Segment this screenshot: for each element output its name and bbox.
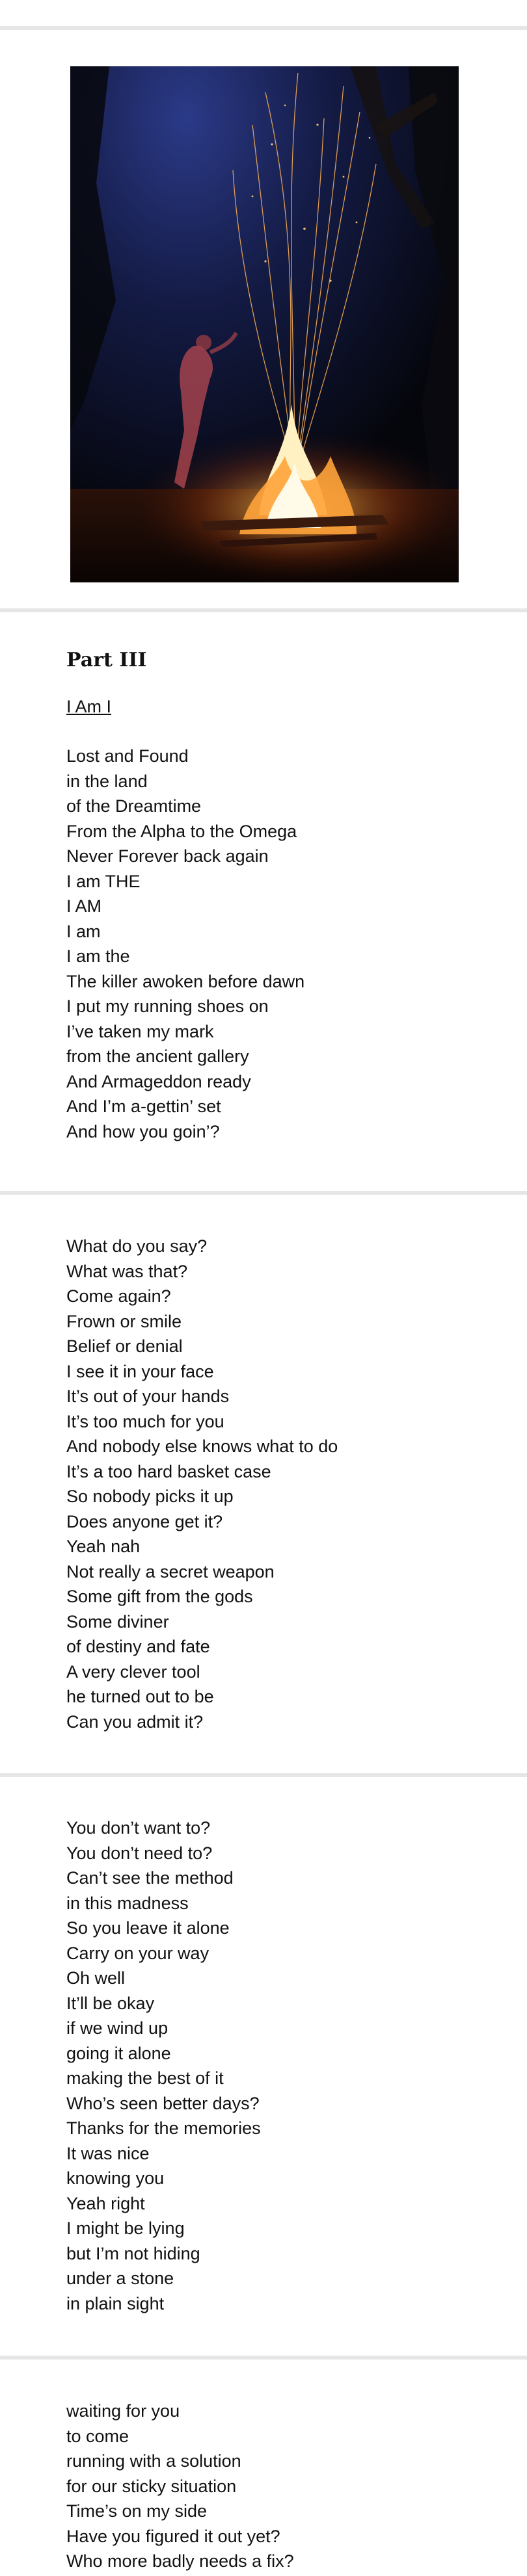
poem-line: to come	[66, 2426, 129, 2446]
divider-after-stanza-2	[0, 1773, 527, 1777]
stanza-2	[66, 1234, 457, 1734]
poem-line: Some diviner	[66, 1611, 169, 1632]
poem-line: Come again?	[66, 1286, 171, 1306]
poem-line: I am the	[66, 946, 130, 966]
bonfire-photo	[70, 66, 459, 582]
poem-line: From the Alpha to the Omega	[66, 821, 297, 841]
top-divider	[0, 26, 527, 30]
poem-line: Can’t see the method	[66, 1868, 234, 1888]
poem-title: I Am I	[66, 697, 112, 716]
divider-after-photo	[0, 608, 527, 612]
poem-line: waiting for you	[66, 2401, 180, 2421]
poem-line: So nobody picks it up	[66, 1487, 234, 1506]
poem-line: I AM	[66, 896, 102, 916]
poem-line: You don’t want to?	[66, 1818, 211, 1838]
poem-line: It’s a too hard basket case	[66, 1461, 271, 1481]
poem-line: Time’s on my side	[66, 2501, 208, 2521]
stanza-3-section	[66, 1815, 457, 2316]
poem-line: The killer awoken before dawn	[66, 971, 305, 991]
poem-line: Does anyone get it?	[66, 1511, 223, 1531]
poem-line: What was that?	[66, 1261, 188, 1281]
stanza-2-section	[66, 1234, 457, 1734]
poem-line: It was nice	[66, 2143, 150, 2163]
stanza-4-section	[66, 2399, 457, 2574]
poem-line: A very clever tool	[66, 1661, 200, 1682]
poem-line: And nobody else knows what to do	[66, 1437, 338, 1456]
poem-line: What do you say?	[66, 1236, 208, 1256]
part-title: Part III	[66, 649, 147, 671]
poem-line: of the Dreamtime	[66, 796, 202, 816]
poem-line: Thanks for the memories	[66, 2118, 261, 2138]
divider-after-stanza-1	[0, 1191, 527, 1195]
poem-line: running with a solution	[66, 2451, 241, 2471]
part-three-section	[66, 647, 457, 1144]
bonfire-image	[70, 66, 459, 582]
poem-line: I put my running shoes on	[66, 996, 269, 1016]
poem-line: in the land	[66, 771, 148, 791]
poem-line: It’s out of your hands	[66, 1386, 230, 1406]
poem-line: Lost and Found	[66, 746, 189, 766]
poem-line: Some gift from the gods	[66, 1587, 253, 1606]
poem-line: in plain sight	[66, 2293, 165, 2313]
poem-line: It’s too much for you	[66, 1411, 224, 1431]
poem-line: Yeah right	[66, 2193, 145, 2213]
poem-line: of destiny and fate	[66, 1637, 210, 1656]
poem-line: Carry on your way	[66, 1943, 209, 1963]
poem-line: And Armageddon ready	[66, 1071, 251, 1091]
poem-line: going it alone	[66, 2043, 171, 2063]
poem-line: from the ancient gallery	[66, 1047, 249, 1066]
poem-line: for our sticky situation	[66, 2476, 237, 2496]
poem-line: I am	[66, 921, 101, 941]
poem-line: he turned out to be	[66, 1687, 214, 1706]
poem-line: Oh well	[66, 1968, 126, 1988]
stanza-3	[66, 1815, 457, 2316]
poem-line: if we wind up	[66, 2018, 169, 2038]
poem-line: And how you goin’?	[66, 1121, 220, 1141]
poem-line: Who more badly needs a fix?	[66, 2551, 294, 2571]
poem-line: I am THE	[66, 871, 141, 891]
poem-line: Never Forever back again	[66, 846, 269, 866]
poem-line: And I’m a-gettin’ set	[66, 1097, 221, 1116]
poem-line: So you leave it alone	[66, 1918, 230, 1938]
poem-line: It’ll be okay	[66, 1993, 155, 2013]
poem-line: making the best of it	[66, 2068, 224, 2088]
poem-line: Belief or denial	[66, 1336, 183, 1356]
poem-line: in this madness	[66, 1893, 189, 1913]
stanza-4	[66, 2399, 457, 2574]
poem-line: Have you figured it out yet?	[66, 2526, 280, 2546]
poem-line: knowing you	[66, 2168, 165, 2188]
poem-line: I might be lying	[66, 2218, 185, 2238]
poem-line: I see it in your face	[66, 1361, 214, 1381]
poem-line: but I’m not hiding	[66, 2243, 200, 2263]
divider-after-stanza-3	[0, 2356, 527, 2360]
poem-line: Frown or smile	[66, 1311, 182, 1331]
stanza-1	[66, 744, 457, 1144]
poem-line: under a stone	[66, 2269, 174, 2288]
poem-line: Who’s seen better days?	[66, 2093, 260, 2113]
poem-line: Can you admit it?	[66, 1711, 204, 1732]
poem-line: I’ve taken my mark	[66, 1021, 214, 1041]
poem-line: Yeah nah	[66, 1537, 141, 1556]
poem-line: Not really a secret weapon	[66, 1561, 275, 1581]
poem-line: You don’t need to?	[66, 1843, 213, 1863]
